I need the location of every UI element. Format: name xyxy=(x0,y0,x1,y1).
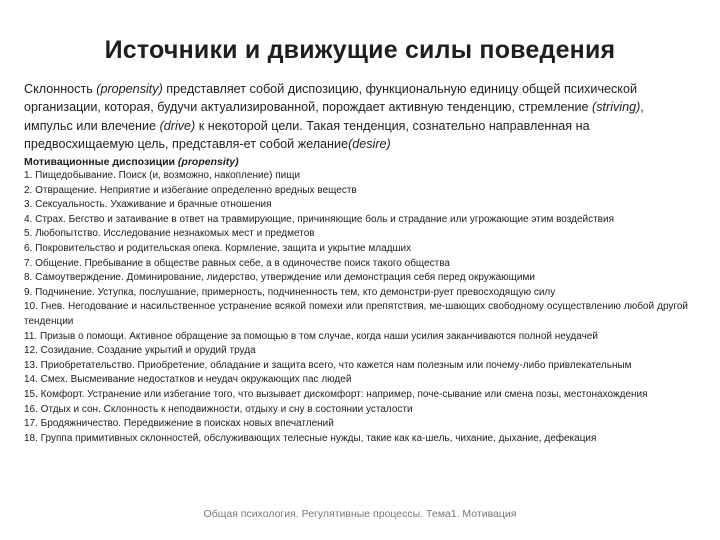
list-item: 14. Смех. Высмеивание недостатков и неудач окружающих пас людей xyxy=(24,374,352,386)
list-item: 1. Пищедобывание. Поиск (и, возможно, накопление) пищи xyxy=(24,170,301,181)
list-item: 12. Созидание. Создание укрытий и орудий труда xyxy=(24,345,256,357)
intro-term-propensity: (propensity) xyxy=(96,82,163,96)
intro-term-striving: (striving) xyxy=(592,100,641,115)
intro-text-4: к некоторой цели. Такая тенденция, сознательно направленная на предвосхищаемую цель, представля-ет собой желание xyxy=(24,118,590,152)
list-item: 2. Отвращение. Неприятие и избегание определенно вредных веществ xyxy=(24,184,357,196)
list-item: 13. Приобретательство. Приобретение, обладание и защита всего, что кажется нам полезным или почему-либо привлекательным xyxy=(24,359,632,371)
list-item: 18. Группа примитивных склонностей, обслуживающих телесные нужды, такие как ка-шель, чихание, дыхание, дефекация xyxy=(24,432,597,444)
dispositions-heading-term: (propensity) xyxy=(177,156,239,168)
list-item: 15. Комфорт. Устранение или избегание того, что вызывает дискомфорт: например, поче-сывание или смена позы, местонахождения xyxy=(24,388,648,400)
intro-paragraph xyxy=(24,80,696,154)
dispositions-heading xyxy=(24,155,239,169)
list-item: 9. Подчинение. Уступка, послушание, примерность, подчиненность тем, кто демонстри-рует превосходящую силу xyxy=(24,286,556,298)
list-item: 8. Самоутверждение. Доминирование, лидерство, утверждение или демонстрация себя перед окружающими xyxy=(24,272,535,284)
slide-title: Источники и движущие силы поведения xyxy=(104,36,616,64)
list-item: 3. Сексуальность. Ухаживание и брачные отношения xyxy=(24,199,272,211)
list-item: 5. Любопытство. Исследование незнакомых мест и предметов xyxy=(24,228,315,240)
list-item: 11. Призыв о помощи. Активное обращение за помощью в том случае, когда наши усилия заканчиваются полной неудачей xyxy=(24,330,598,342)
slide-footer: Общая психология. Регулятивные процессы. Тема1. Мотивация xyxy=(203,508,517,520)
list-item: 17. Бродяжничество. Передвижение в поисках новых впечатлений xyxy=(24,418,334,430)
intro-text-1: Склонность xyxy=(24,82,97,96)
list-item: 4. Страх. Бегство и затаивание в ответ на травмирующие, причиняющие боль и страдание или угрожающие этим воздействия xyxy=(24,213,614,225)
dispositions-heading-text: Мотивационные диспозиции xyxy=(24,156,178,168)
dispositions-list xyxy=(24,169,688,446)
list-item: 6. Покровительство и родительская опека. Кормление, защита и укрытие младших xyxy=(24,242,412,254)
list-item: 10. Гнев. Негодование и насильственное устранение всякой помехи или препятствия, ме-шающих свободному осуществлению любой другой тенденции xyxy=(24,301,688,327)
intro-term-drive: (drive) xyxy=(159,118,196,133)
list-item: 7. Общение. Пребывание в обществе равных себе, а в одиночестве поиск такого общества xyxy=(24,257,450,269)
intro-term-desire: (desire) xyxy=(348,137,391,152)
intro-text-3: , импульс или влечение xyxy=(24,100,644,133)
list-item: 16. Отдых и сон. Склонность к неподвижности, отдыху и сну в состоянии усталости xyxy=(24,403,413,415)
intro-text-2: представляет собой диспозицию, функциональную единицу общей психической организации, которая, будучи актуализированной, порождает активную тенденцию, стремление xyxy=(24,82,638,115)
